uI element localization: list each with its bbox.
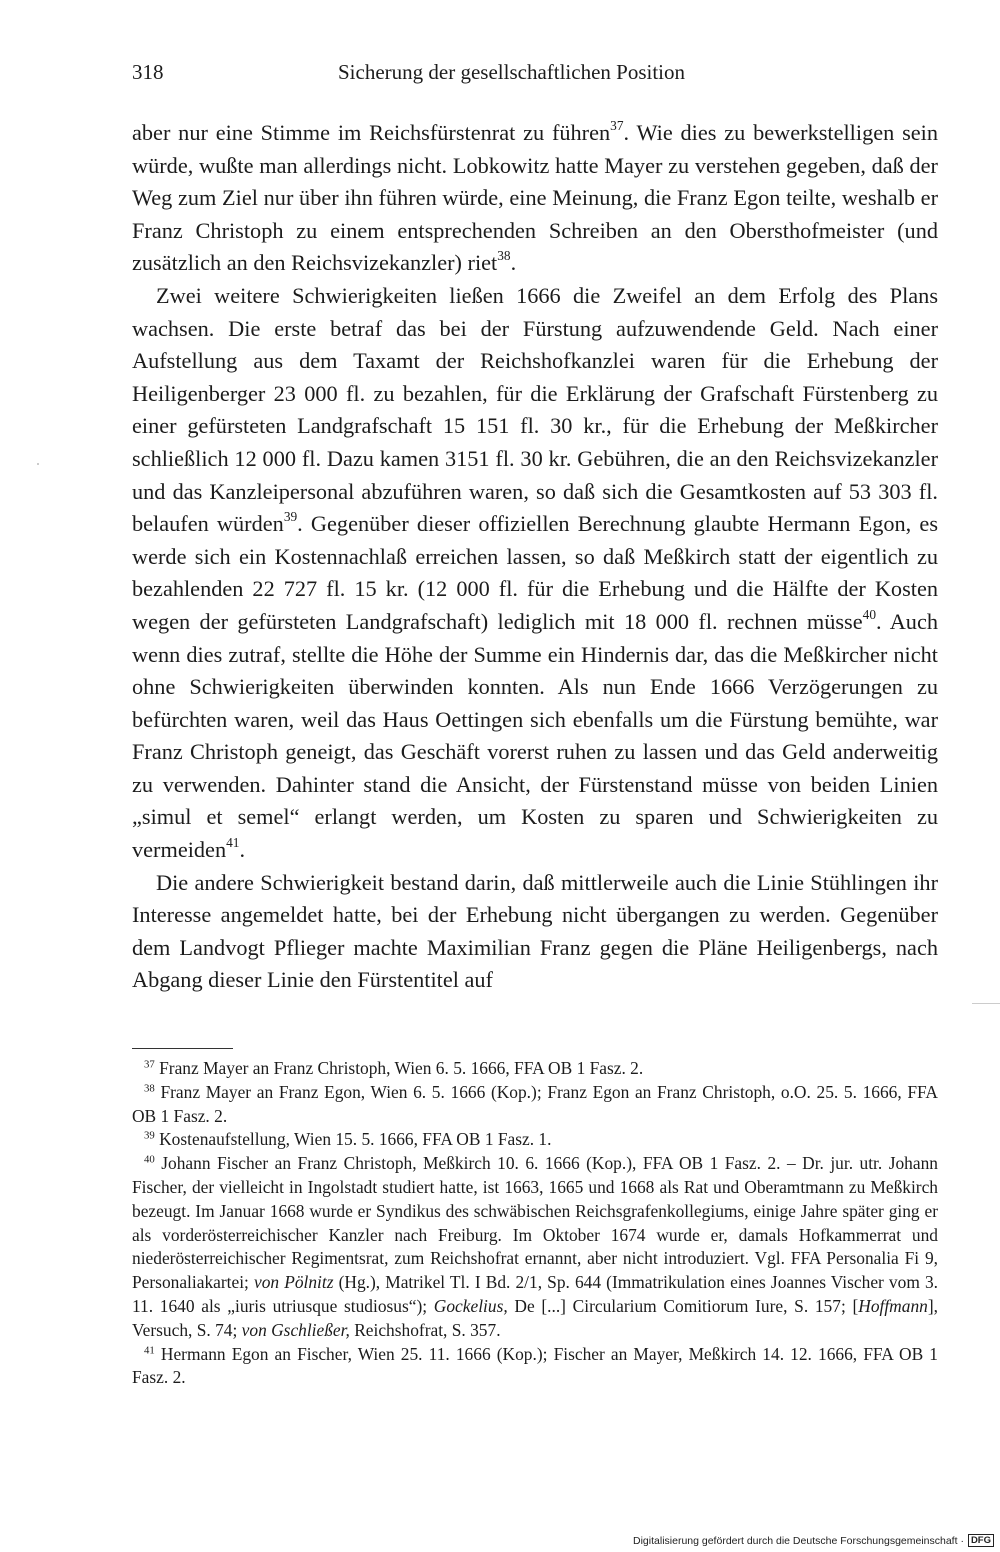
- page-number: 318: [132, 60, 164, 84]
- paragraph-2: Zwei weitere Schwierigkeiten ließen 1666 die Zweifel an dem Erfolg des Plans wachsen. Die erste betraf das bei der Fürstung aufzuwendende Geld. Nach einer Aufstellung aus dem Taxamt der Reichshofkanzlei waren für die Erhebung der Heiligenberger 23 000 fl. zu bezahlen, für die Erklärung der Grafschaft Fürstenberg zu einer gefürsteten Landgrafschaft 15 151 fl. 30 kr., für die Erhebung der Meßkircher schließlich 12 000 fl. Dazu kamen 3151 fl. 30 kr. Gebühren, die an den Reichsvizekanzler und das Kanzleipersonal abzuführen waren, so daß sich die Gesamtkosten auf 53 303 fl. belaufen würden$^{39}$. Gegenüber dieser offiziellen Berechnung glaubte Hermann Egon, es werde sich ein Kostennachlaß erreichen lassen, so daß Meßkirch statt der eigentlich zu bezahlenden 22 727 fl. 15 kr. (12 000 fl. für die Erhebung und die Hälfte der Kosten wegen der gefürsteten Landgrafschaft) lediglich mit 18 000 fl. rechnen müsse$^{40}$. Auch wenn dies zutraf, stellte die Höhe der Summe ein Hindernis dar, das die Meßkircher nicht ohne Schwierigkeiten überwinden konnten. Als nun Ende 1666 Verzögerungen zu befürchten waren, weil das Haus Oettingen sich ebenfalls um die Fürstung bemühte, war Franz Christoph geneigt, das Geschäft vorerst ruhen zu lassen und das Geld anderweitig zu verwenden. Dahinter stand die Ansicht, der Fürstenstand müsse von beiden Linien „simul et semel“ erlangt werden, um Kosten zu sparen und Schwierigkeiten zu vermeiden$^{41}$.: [132, 282, 938, 863]
- body-text: [132, 117, 938, 997]
- footnote-40: $^{40}$ Johann Fischer an Franz Christoph, Meßkirch 10. 6. 1666 (Kop.), FFA OB 1 Fasz. 2. – Dr. jur. utr. Johann Fischer, der vielleicht in Ingolstadt studiert hatte, ist 1663, 1665 und 1668 als Rat und Oberamtmann zu Meßkirch bezeugt. Im Januar 1668 wurde er Syndikus des schwäbischen Reichsgrafenkollegiums, einige Jahre später ging er als vorderösterreichischer Kanzler nach Freiburg. Im Oktober 1674 wurde er, damals Hofkammerrat und niederösterreichischer Regimentsrat, zum Reichshofrat ernannt, aber nicht introduziert. Vgl. FFA Personalia Fi 9, Personaliakartei; von Pölnitz (Hg.), Matrikel Tl. I Bd. 2/1, Sp. 644 (Immatrikulation eines Joannes Vischer vom 3. 11. 1640 als „iuris utriusque studiosus“); Gockelius, De [...] Circularium Comitiorum Iure, S. 157; [Hoffmann], Versuch, S. 74; von Gschließer, Reichshofrat, S. 357.: [132, 1153, 939, 1340]
- digitization-credit: [633, 1534, 994, 1547]
- footnote-38: $^{38}$ Franz Mayer an Franz Egon, Wien 6. 5. 1666 (Kop.); Franz Egon an Franz Christoph, o.O. 25. 5. 1666, FFA OB 1 Fasz. 2.: [132, 1081, 938, 1126]
- footnote-37: $^{37}$ Franz Mayer an Franz Christoph, Wien 6. 5. 1666, FFA OB 1 Fasz. 2.: [144, 1058, 644, 1078]
- footnote-39: $^{39}$ Kostenaufstellung, Wien 15. 5. 1666, FFA OB 1 Fasz. 1.: [144, 1129, 552, 1150]
- footnote-ref-37[interactable]: 37: [610, 117, 624, 133]
- footnotes: [132, 1057, 938, 1390]
- footnote-separator: [132, 1048, 233, 1049]
- footnote-ref-41[interactable]: 41: [226, 835, 240, 851]
- footnote-ref-40[interactable]: 40: [862, 606, 876, 622]
- paragraph-1: aber nur eine Stimme im Reichsfürstenrat zu führen$^{37}$. Wie dies zu bewerkstelligen sein würde, wußte man allerdings nicht. Lobkowitz hatte Mayer zu verstehen gegeben, daß der Weg zum Ziel nur über ihn führen würde, eine Meinung, die Franz Egon teilte, weshalb er Franz Christoph zu einem entsprechenden Schreiben an den Obersthofmeister (und zusätzlich an den Reichsvizekanzler) riet$^{38}$.: [132, 117, 938, 276]
- footnote-41: $^{41}$ Hermann Egon an Fischer, Wien 25. 11. 1666 (Kop.); Fischer an Mayer, Meßkirch 14. 12. 1666, FFA OB 1 Fasz. 2.: [132, 1343, 938, 1388]
- footnote-ref-38[interactable]: 38: [497, 248, 511, 264]
- edge-mark: [972, 1003, 1000, 1004]
- paragraph-3: Die andere Schwierigkeit bestand darin, daß mittlerweile auch die Linie Stühlingen ihr Interesse angemeldet hatte, bei der Erhebung nicht übergangen zu werden. Gegenüber dem Landvogt Pflieger machte Maximilian Franz gegen die Pläne Heiligenbergs, nach Abgang dieser Linie den Fürstentitel auf: [132, 869, 938, 993]
- dfg-logo: DFG: [968, 1534, 994, 1547]
- margin-speck: [37, 463, 39, 465]
- credit-text: Digitalisierung gefördert durch die Deutsche Forschungsgemeinschaft ·: [633, 1534, 964, 1547]
- running-head: Sicherung der gesellschaftlichen Position: [338, 60, 686, 84]
- footnote-ref-39[interactable]: 39: [283, 509, 298, 525]
